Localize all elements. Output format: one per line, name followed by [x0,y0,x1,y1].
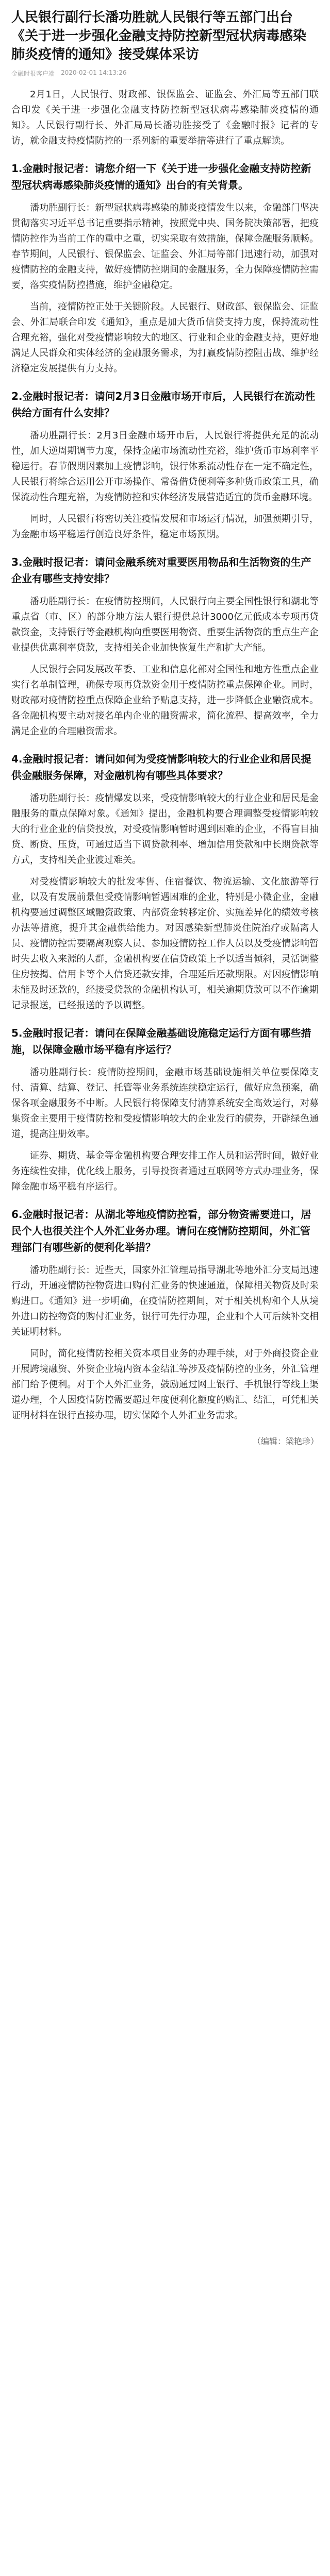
question-heading: 5.金融时报记者：请问在保障金融基础设施稳定运行方面有哪些措施，以保障金融市场平稳有序运行？ [11,1027,311,1056]
question-heading: 3.金融时报记者：请问金融系统对重要医用物品和生活物资的生产企业有哪些支持安排？ [11,556,311,585]
paragraph: 潘功胜副行长：在疫情防控期间，人民银行向主要全国性银行和湖北等重点省（市、区）的部分地方法人银行提供总计3000亿元低成本专项再贷款资金，支持银行等金融机构向重要医用物资、重要生活物资的重点生产企业提供优惠利率贷款，支持相关企业加快恢复生产和扩大产能。 [11,596,319,653]
paragraph: 同时，人民银行将密切关注疫情发展和市场运行情况，加强预期引导，为金融市场平稳运行创造良好条件，稳定市场预期。 [11,514,319,540]
article-meta [11,69,319,78]
paragraph: 2月1日，人民银行、财政部、银保监会、证监会、外汇局等五部门联合印发《关于进一步强化金融支持防控新型冠状病毒感染肺炎疫情的通知》。人民银行副行长、外汇局局长潘功胜接受了《金融时报》记者的专访，就金融支持疫情防控的一系列新的重要举措等进行了重点解读。 [11,89,319,146]
paragraph: 对受疫情影响较大的批发零售、住宿餐饮、物流运输、文化旅游等行业，以及有发展前景但受疫情影响暂遇困难的企业，特别是小微企业，金融机构要通过调整区域融资政策、内部资金转移定价、实施差异化的绩效考核办法等措施，提升其金融供给能力。对因感染新型肺炎住院治疗或隔离人员、疫情防控需要隔离观察人员、参加疫情防控工作人员以及受疫情影响暂时失去收入来源的人群，金融机构要在信贷政策上予以适当倾斜，灵活调整住房按揭、信用卡等个人信贷还款安排，合理延后还款期限。对因疫情影响未能及时还款的，经接受贷款的金融机构认可，相关逾期贷款可以不作逾期记录报送，已经报送的予以调整。 [11,876,319,1011]
paragraph: 潘功胜副行长：2月3日金融市场开市后，人民银行将提供充足的流动性，加大逆周期调节力度，保持金融市场流动性充裕，维护货币市场利率平稳运行。春节假期因素加上疫情影响，银行体系流动性存在一定不确定性，人民银行将综合运用公开市场操作、常备借贷便利等多种货币政策工具，确保流动性合理充裕，为疫情防控和实体经济发展营造适宜的货币金融环境。 [11,430,319,503]
editor-credit: （编辑：梁艳珍） [252,1436,319,1446]
paragraph: 人民银行会同发展改革委、工业和信息化部对全国性和地方性重点企业实行名单制管理，确保专项再贷款资金用于疫情防控重点保障企业。同时，财政部对疫情防控重点保障企业给予贴息支持，进一步降低企业融资成本。各金融机构要主动对接名单内企业的融资需求，简化流程、提高效率，全力满足企业的合理融资需求。 [11,664,319,737]
question-heading: 6.金融时报记者：从湖北等地疫情防控看，部分物资需要进口，居民个人也很关注个人外汇业务办理。请问在疫情防控期间，外汇管理部门有哪些新的便利化举措？ [11,1208,311,1253]
paragraph: 潘功胜副行长：新型冠状病毒感染的肺炎疫情发生以来，金融部门坚决贯彻落实习近平总书记重要指示精神，按照党中央、国务院决策部署，把疫情防控作为当前工作的重中之重，切实采取有效措施，保障金融服务顺畅。春节期间，人民银行、银保监会、证监会、外汇局等部门迅速行动，加强对疫情防控的金融支持，做好疫情防控期间的金融服务，全力保障疫情防控需要，落实疫情防控措施，维护金融稳定。 [11,202,319,291]
paragraph: 同时，简化疫情防控相关资本项目业务的办理手续，对于外商投资企业开展跨境融资、外资企业境内资本金结汇等涉及疫情防控的业务，外汇管理部门给予便利。对于个人外汇业务，鼓励通过网上银行、手机银行等线上渠道办理，个人因疫情防控需要超过年度便利化额度的购汇、结汇，可凭相关证明材料在银行直接办理，切实保障个人外汇业务需求。 [11,1348,319,1421]
paragraph: 潘功胜副行长：疫情爆发以来，受疫情影响较大的行业企业和居民是金融服务的重点保障对象。《通知》提出，金融机构要合理调整受疫情影响较大的行业企业的信贷投放，对受疫情影响暂时遇到困难的企业，不得盲目抽贷、断贷、压贷，可通过适当下调贷款利率、增加信用贷款和中长期贷款等方式，支持相关企业渡过难关。 [11,793,319,866]
article-source: 金融时报客户端 [11,70,55,77]
article-body [11,87,319,1423]
question-heading: 1.金融时报记者：请您介绍一下《关于进一步强化金融支持防控新型冠状病毒感染肺炎疫情的通知》出台的有关背景。 [11,162,311,191]
article-date: 2020-02-01 14:13:26 [61,69,127,76]
paragraph: 证券、期货、基金等金融机构要合理安排工作人员和运营时间，做好业务连续性安排，优化线上服务，引导投资者通过互联网等方式办理业务，保障金融市场平稳有序运行。 [11,1150,319,1192]
paragraph: 当前，疫情防控正处于关键阶段。人民银行、财政部、银保监会、证监会、外汇局联合印发《通知》，重点是加大货币信贷支持力度，保持流动性合理充裕，强化对受疫情影响较大的地区、行业和企业的金融支持，更好地满足人民群众和实体经济的金融服务需求，为打赢疫情防控阻击战、维护经济稳定发展提供有力支持。 [11,301,319,374]
paragraph: 潘功胜副行长：近些天，国家外汇管理局指导湖北等地外汇分支局迅速行动，开通疫情防控物资进口购付汇业务的快速通道，保障相关物资及时采购进口。《通知》进一步明确，在疫情防控期间，对于相关机构和个人从境外进口防控物资的购付汇业务，银行可先行办理，企业和个人可后续补交相关证明材料。 [11,1265,319,1337]
question-heading: 2.金融时报记者：请问2月3日金融市场开市后，人民银行在流动性供给方面有什么安排？ [11,390,316,419]
article-title: 人民银行副行长潘功胜就人民银行等五部门出台《关于进一步强化金融支持防控新型冠状病毒感染肺炎疫情的通知》接受媒体采访 [11,10,307,62]
question-heading: 4.金融时报记者：请问如何为受疫情影响较大的行业企业和居民提供金融服务保障，对金融机构有哪些具体要求？ [11,753,311,782]
paragraph: 潘功胜副行长：疫情防控期间，金融市场基础设施相关单位要保障支付、清算、结算、登记、托管等业务系统连续稳定运行，做好应急预案，确保各项金融服务不中断。人民银行将保障支付清算系统安全高效运行，对募集资金主要用于疫情防控和受疫情影响较大的企业发行的债券，开辟绿色通道，提高注册效率。 [11,1067,319,1140]
